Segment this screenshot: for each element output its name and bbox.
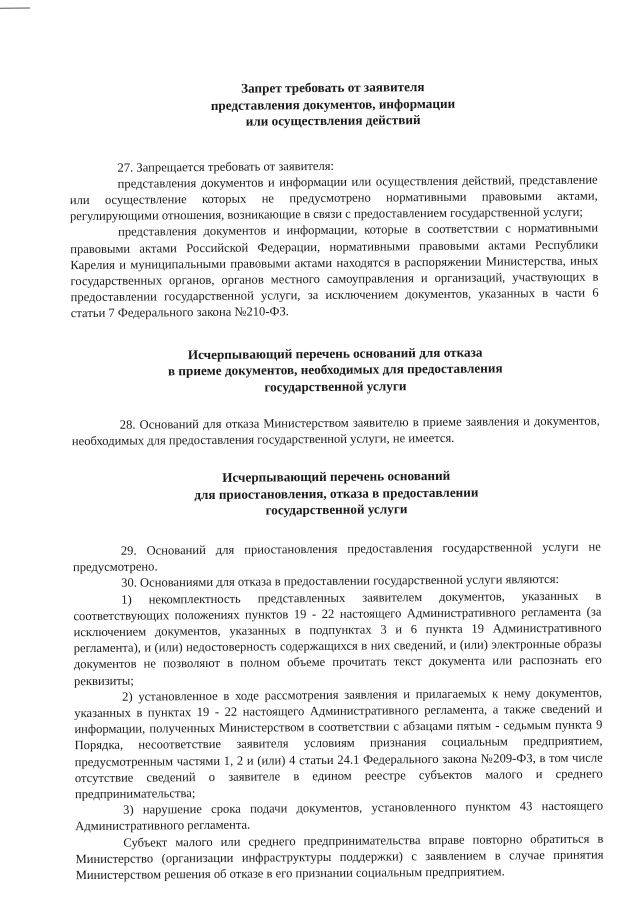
paragraph-27: 27. Запрещается требовать от заявителя: [117,158,335,175]
heading-line: представления документов, информации [210,95,456,113]
heading-line: или осуществления действий [245,112,421,129]
paragraph-29: 29. Оснований для приостановления предоставления государственной услуги не предусмотрено. [72,539,601,575]
heading-refusal-grounds [71,343,599,397]
heading-line: в приеме документов, необходимых для предоставления [167,360,503,379]
paragraph-final: Субъект малого или среднего предпринимательства вправе повторно обратиться в Министерство (организации инфраструктуры поддержки) с заявлением в случае принятия Министерством решения об отказе в его признании социальным предприятием. [75,831,604,883]
paragraph-28: 28. Оснований для отказа Министерством заявителю в приеме заявления и документов, необходимых для предоставления государственной услуги, не имеется. [71,413,600,449]
paragraph-30-item-3: 3) нарушение срока подачи документов, установленного пунктом 43 настоящего Административного регламента. [75,798,604,834]
heading-line: Исчерпывающий перечень оснований [222,468,451,486]
paragraph-27-item-2: представления документов и информации, которые в соответствии с нормативными правовыми актами Российской Федерации, нормативными правовыми актами Республики Карелия и муниципальными правовыми актами находятся в распоряжении Министерства, иных государственных органов, органов местного самоуправления и организаций, участвующих в предоставлении государственной услуги, за исключением документов, указанных в части 6 статьи 7 Федерального закона №210-ФЗ. [70,220,599,321]
paragraph-30: 30. Основаниями для отказа в предоставлении государственной услуги являются: [121,572,560,591]
heading-prohibition [69,78,597,132]
heading-line: для приостановления, отказа в предоставлении [194,484,479,503]
paragraph-30-item-2: 2) установленное в ходе рассмотрения заявления и прилагаемых к нему документов, указанных в пунктах 19 - 22 настоящего Административного регламента, а также сведений и информации, полученных Министерством в соответствии с абзацами пятым - седьмым пункта 9 Порядка, несоответствие заявителя условиям признания социальным предприятием, предусмотренным частями 1, 2 и (или) 4 статьи 24.1 Федерального закона №209-ФЗ, в том числе отсутствие сведений о заявителе в едином реестре субъектов малого и среднего предпринимательства; [74,685,603,802]
heading-line: государственной услуги [264,377,407,395]
heading-line: государственной услуги [265,501,408,518]
scan-corner-mark [0,8,30,9]
heading-line: Исчерпывающий перечень оснований для отказа [187,344,483,362]
paragraph-30-item-1: 1) некомплектность представленных заявителем документов, указанных в соответствующих положениях пунктов 19 - 22 настоящего Административного регламента (за исключением документов, указанных в подпунктах 3 и 6 пункта 19 Административного регламента), и (или) недостоверность содержащихся в них сведений, и (или) электронные образы документов не позволяют в полном объеме прочитать текст документа или распознать его реквизиты; [73,588,602,688]
paragraph-27-item-1: представления документов и информации или осуществления действий, представление или осуществление которых не предусмотрено нормативными правовыми актами, регулирующими отношения, возникающие в связи с предоставлением государственной услуги; [69,172,598,224]
heading-line: Запрет требовать от заявителя [241,79,425,96]
heading-suspension-grounds [72,467,600,521]
